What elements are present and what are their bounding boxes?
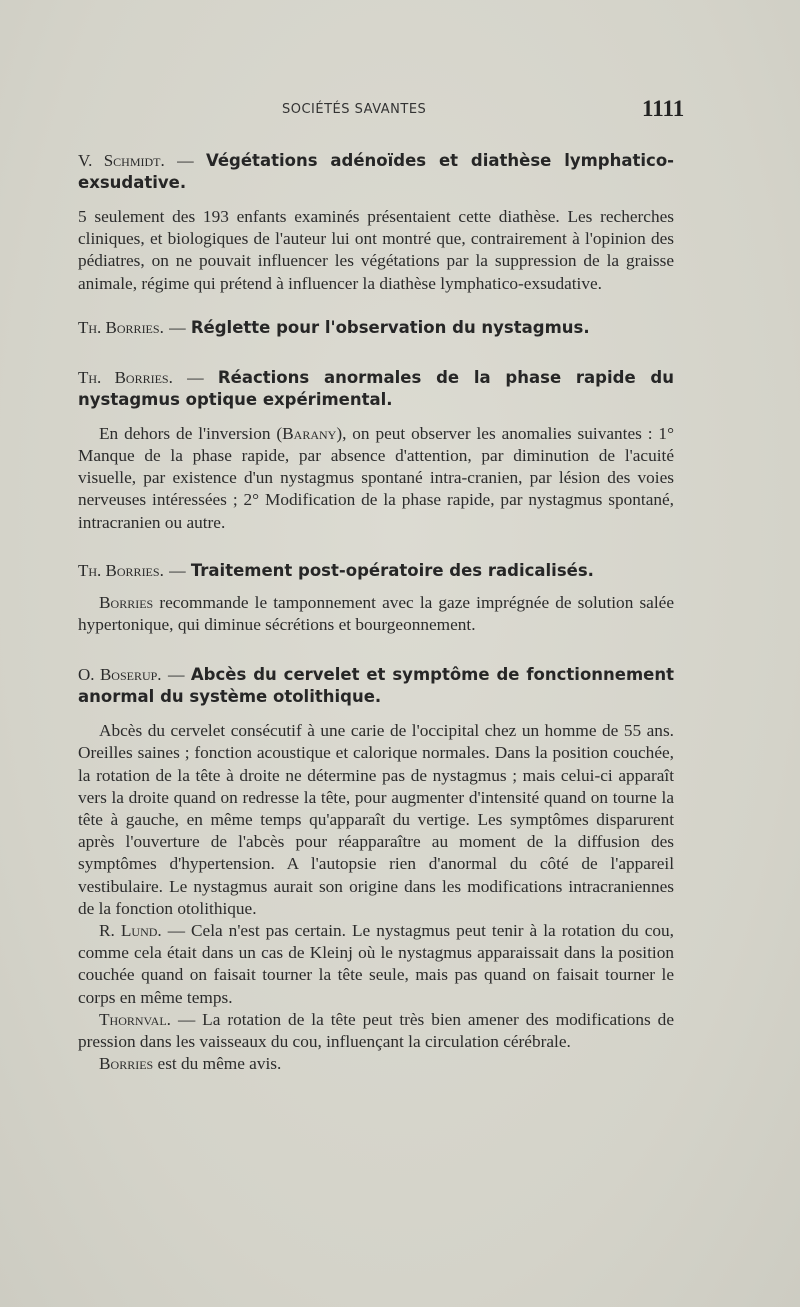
discussion-borries <box>78 1053 674 1075</box>
discussion-text: — La rotation de la tête peut très bien amener des modifications de pression dans les vaisseaux du cou, influençant la circulation cérébrale. <box>78 1009 674 1052</box>
entry-text <box>78 423 674 534</box>
entry-heading <box>78 560 674 582</box>
entry-heading <box>78 664 674 708</box>
entry-text <box>78 592 674 636</box>
entry-title: Réglette pour l'observation du nystagmus. <box>190 317 590 337</box>
discussion-text: est du même avis. <box>153 1054 282 1074</box>
entry-title: Abcès du cervelet et symptôme de fonctionnement anormal du système otolithique. <box>78 665 675 707</box>
entry-borries-traitement <box>78 560 674 636</box>
running-head-title: SOCIÉTÉS SAVANTES <box>282 102 427 117</box>
entry-text-after: ), on peut observer les anomalies suivantes : 1° Manque de la phase rapide, par absence d'attention, par diminution de l'acuité visuelle, par existence d'un nystagmus spontané intra-cranien, par lésion des voies nerveuses intéressées ; 2° Modification de la phase rapide, par nystagmus spontané, intracranien ou autre. <box>78 423 674 532</box>
entry-text-body: recommande le tamponnement avec la gaze imprégnée de solution salée hypertonique, qui diminue sécrétions et bourgeonnement. <box>78 592 674 635</box>
entry-author: Th. Borries. <box>78 367 173 387</box>
entry-author: Th. Borries. <box>78 560 164 580</box>
entry-title: Végétations adénoïdes et diathèse lymphatico-exsudative. <box>78 151 675 192</box>
running-head <box>0 96 800 126</box>
entry-author: V. Schmidt. <box>78 151 165 170</box>
entry-author: Th. Borries. <box>78 317 164 337</box>
entry-dash: — <box>169 317 186 337</box>
entry-title: Traitement post-opératoire des radicalisés. <box>190 560 594 580</box>
article-body <box>78 150 674 1075</box>
entry-dash: — <box>167 665 185 685</box>
entry-dash: — <box>187 367 204 387</box>
entry-text: Abcès du cervelet consécutif à une carie de l'occipital chez un homme de 55 ans. Oreilles saines ; fonction acoustique et calorique normales. Dans la position couchée, la rotation de la tête à droite ne détermine pas de nystagmus ; mais celui-ci apparaît vers la droite quand on redresse la tête, pour augmenter d'intensité quand on tourne la tête à gauche, en même temps qu'apparaît du vertige. Les symptômes disparurent après l'ouverture de l'abcès pour réapparaître au moment de la diffusion des symptômes d'hypertension. A l'autopsie rien d'anormal du côté de l'appareil vestibulaire. Le nystagmus aurait son origine dans les modifications intracraniennes de la fonction otolithique. <box>78 721 674 918</box>
discussion-text: — Cela n'est pas certain. Le nystagmus peut tenir à la rotation du cou, comme cela était dans un cas de Kleinj où le nystagmus apparaissait dans la position couchée quand on faisait tourner la tête seule, mais pas quand on faisait tourner le corps en même temps. <box>78 921 674 1007</box>
page-number: 1111 <box>642 96 685 121</box>
discussion-lund <box>78 920 674 1009</box>
discussion-thornval <box>78 1009 674 1053</box>
entry-borries-reactions <box>78 367 674 534</box>
discussion-speaker: Borries <box>99 1054 154 1074</box>
discussion-speaker: R. Lund. <box>99 921 162 941</box>
cited-author: Barany <box>282 423 337 443</box>
entry-heading <box>78 367 674 411</box>
discussion-speaker: Thornval. <box>99 1009 171 1029</box>
entry-heading <box>78 150 674 194</box>
entry-dash: — <box>177 151 194 170</box>
text-author: Borries <box>99 592 154 612</box>
entry-schmidt <box>78 150 674 295</box>
entry-text: 5 seulement des 193 enfants examinés présentaient cette diathèse. Les recherches cliniques, et biologiques de l'auteur lui ont montré que, contrairement à l'opinion des pédiatres, on ne pouvait influencer les végétations par la suppression de la graisse animale, régime qui prétend à influencer la diathèse lymphatico-exsudative. <box>78 207 674 293</box>
entry-boserup <box>78 664 674 1075</box>
entry-title: Réactions anormales de la phase rapide du nystagmus optique expérimental. <box>78 367 674 409</box>
entry-borries-reglette <box>78 317 674 339</box>
entry-text-before: En dehors de l'inversion ( <box>99 423 283 443</box>
entry-heading <box>78 317 674 339</box>
entry-author: O. Boserup. <box>78 665 162 685</box>
entry-dash: — <box>169 560 186 580</box>
